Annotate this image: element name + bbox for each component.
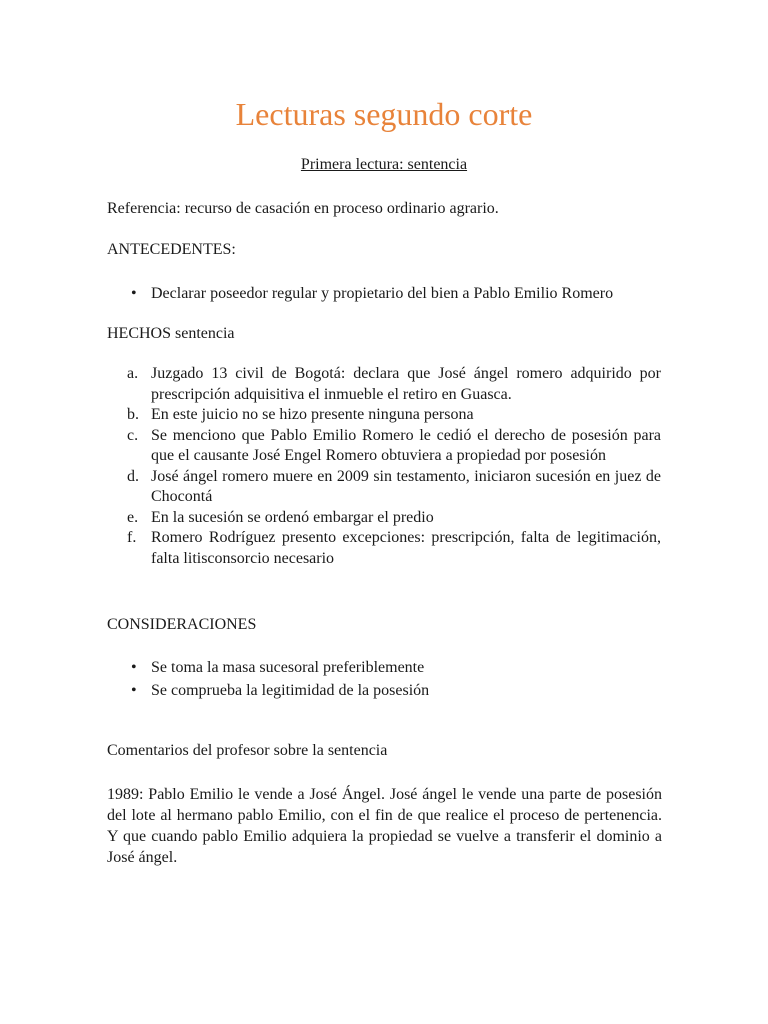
list-item: • Se comprueba la legitimidad de la posesión [107, 679, 662, 702]
list-item-text: En la sucesión se ordenó embargar el predio [151, 508, 434, 526]
list-item: • Se toma la masa sucesoral preferiblemente [107, 656, 662, 679]
list-item [107, 426, 661, 467]
list-item-text: Se menciono que Pablo Emilio Romero le cedió el derecho de posesión para que el causante José Engel Romero obtuviera a propiedad por posesión [151, 426, 661, 464]
referencia-paragraph: Referencia: recurso de casación en proceso ordinario agrario. [107, 200, 499, 217]
document-subtitle [0, 154, 768, 176]
list-item-text: En este juicio no se hizo presente ninguna persona [151, 406, 474, 423]
list-item [107, 405, 661, 426]
hechos-list [107, 364, 661, 569]
hechos-heading: HECHOS sentencia [107, 325, 235, 342]
list-item [107, 508, 661, 529]
comentarios-heading: Comentarios del profesor sobre la sentencia [107, 742, 388, 759]
list-item-text: José ángel romero muere en 2009 sin testamento, iniciaron sucesión en juez de Chocontá [151, 467, 661, 505]
list-marker: e. [127, 508, 139, 526]
comentarios-paragraph: 1989: Pablo Emilio le vende a José Ángel. José ángel le vende una parte de posesión del lote al hermano pablo Emilio, con el fin de que realice el proceso de pertenencia. Y que cuando pablo Emilio adquiera la propiedad se vuelve a transferir el dominio a José ángel. [107, 786, 662, 866]
list-item [107, 528, 661, 569]
subtitle-text: Primera lectura: sentencia [300, 156, 468, 173]
list-item-text: Romero Rodríguez presento excepciones: prescripción, falta de legitimación, falta litisconsorcio necesario [151, 529, 661, 567]
consideraciones-list [107, 656, 662, 702]
list-item-text: Juzgado 13 civil de Bogotá: declara que José ángel romero adquirido por prescripción adquisitiva el inmueble el retiro en Guasca. [151, 365, 661, 403]
list-marker: b. [127, 406, 139, 423]
list-marker: c. [127, 426, 139, 444]
list-marker: f. [127, 529, 137, 546]
list-item [107, 364, 661, 405]
list-marker: a. [127, 365, 139, 382]
list-marker: d. [127, 467, 139, 485]
antecedentes-list [107, 282, 662, 305]
antecedentes-heading: ANTECEDENTES: [107, 241, 236, 258]
list-item [107, 467, 661, 508]
consideraciones-heading: CONSIDERACIONES [107, 616, 257, 633]
document-title: Lecturas segundo corte [235, 96, 533, 132]
list-item: • Declarar poseedor regular y propietario del bien a Pablo Emilio Romero [107, 282, 662, 305]
